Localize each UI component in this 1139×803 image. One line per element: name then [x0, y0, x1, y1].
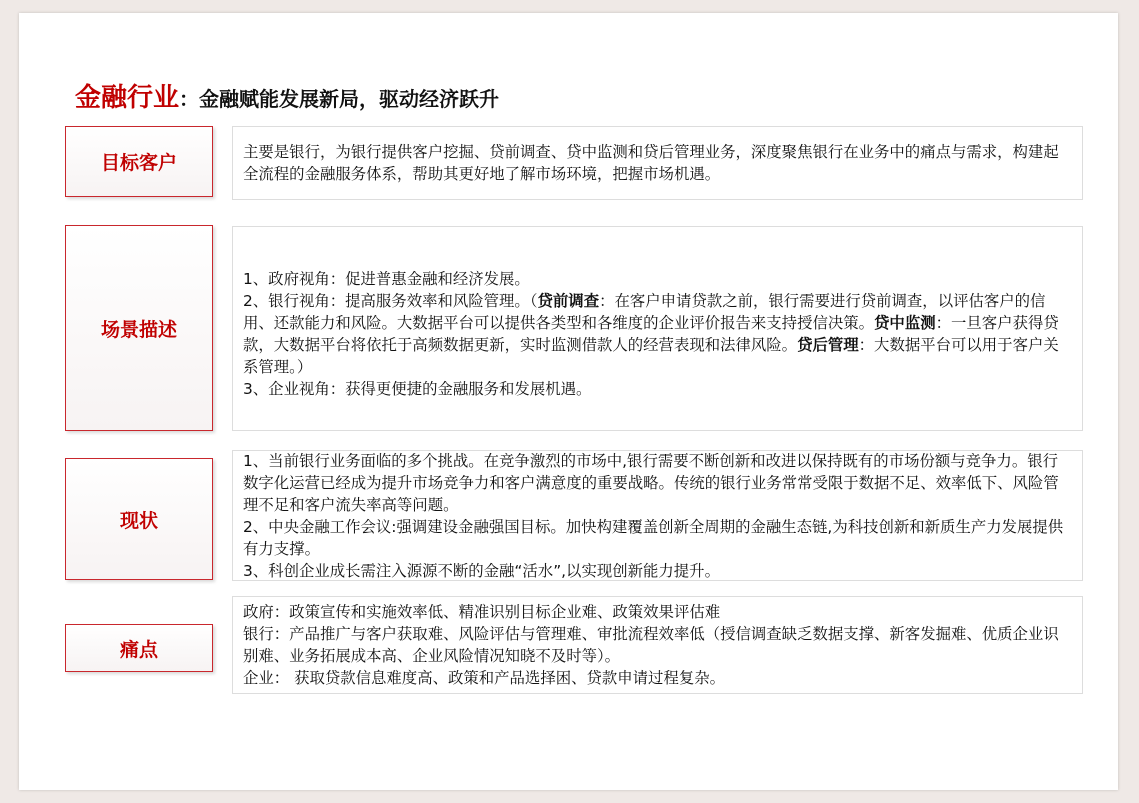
text-run: 主要是银行，为银行提供客户挖掘、贷前调查、贷中监测和贷后管理业务，深度聚焦银行在业务中的痛点与需求，构建起全流程的金融服务体系，帮助其更好地了解市场环境，把握市场机遇。 — [243, 143, 1059, 183]
content-paragraph — [243, 290, 1072, 378]
target-customer-content — [232, 126, 1083, 200]
bold-term: 贷中监测 — [874, 313, 936, 332]
content-paragraph — [243, 560, 1072, 582]
text-run: ：大数据平台可以用于客户关系管理。） — [243, 335, 1059, 376]
content-paragraph — [243, 378, 1072, 400]
bold-term: 贷后管理 — [797, 335, 859, 354]
text-run: 2、中央金融工作会议:强调建设金融强国目标。加快构建覆盖创新全周期的金融生态链,为科技创新和新质生产力发展提供有力支撑。 — [243, 517, 1064, 558]
slide — [19, 13, 1118, 790]
text-run: ：一旦客户获得贷款，大数据平台将依托于高频数据更新，实时监测借款人的经营表现和法律风险。 — [243, 313, 1059, 354]
scenario-content — [232, 226, 1083, 431]
content-paragraph — [243, 516, 1072, 560]
content-paragraph — [243, 141, 1072, 185]
content-paragraph — [243, 601, 1072, 623]
label-target-customer: 目标客户 — [65, 126, 213, 197]
content-paragraph — [243, 268, 1072, 290]
label-pain-points: 痛点 — [65, 624, 213, 672]
text-run: 银行：产品推广与客户获取难、风险评估与管理难、审批流程效率低（授信调查缺乏数据支撑、新客发掘难、优质企业识别难、业务拓展成本高、企业风险情况知晓不及时等）。 — [243, 625, 1059, 665]
content-paragraph — [243, 450, 1072, 516]
text-run: 政府：政策宣传和实施效率低、精准识别目标企业难、政策效果评估难 — [243, 603, 721, 621]
label-scenario: 场景描述 — [65, 225, 213, 431]
text-run: 1、政府视角：促进普惠金融和经济发展。 — [243, 269, 530, 288]
label-status: 现状 — [65, 458, 213, 580]
text-run: 2、银行视角：提高服务效率和风险管理。（ — [243, 291, 538, 310]
text-run: ：在客户申请贷款之前，银行需要进行贷前调查，以评估客户的信用、还款能力和风险。大数据平台可以提供各类型和各维度的企业评价报告来支持授信决策。 — [243, 291, 1046, 332]
pain-points-content — [232, 596, 1083, 694]
content-paragraph — [243, 667, 1072, 689]
title-highlight: 金融行业 — [75, 83, 180, 113]
status-content — [232, 450, 1083, 581]
text-run: 3、企业视角：获得更便捷的金融服务和发展机遇。 — [243, 379, 592, 398]
page-title — [75, 77, 499, 114]
title-subtitle: ：金融赋能发展新局，驱动经济跃升 — [179, 87, 500, 111]
text-run: 企业： 获取贷款信息难度高、政策和产品选择困、贷款申请过程复杂。 — [243, 669, 726, 687]
content-paragraph — [243, 623, 1072, 667]
text-run: 3、科创企业成长需注入源源不断的金融“活水”,以实现创新能力提升。 — [243, 561, 720, 580]
text-run: 1、当前银行业务面临的多个挑战。在竞争激烈的市场中,银行需要不断创新和改进以保持既有的市场份额与竞争力。银行数字化运营已经成为提升市场竞争力和客户满意度的重要战略。传统的银行业务常常受限于数据不足、效率低下、风险管理不足和客户流失率高等问题。 — [243, 451, 1059, 514]
bold-term: 贷前调查 — [537, 291, 600, 310]
